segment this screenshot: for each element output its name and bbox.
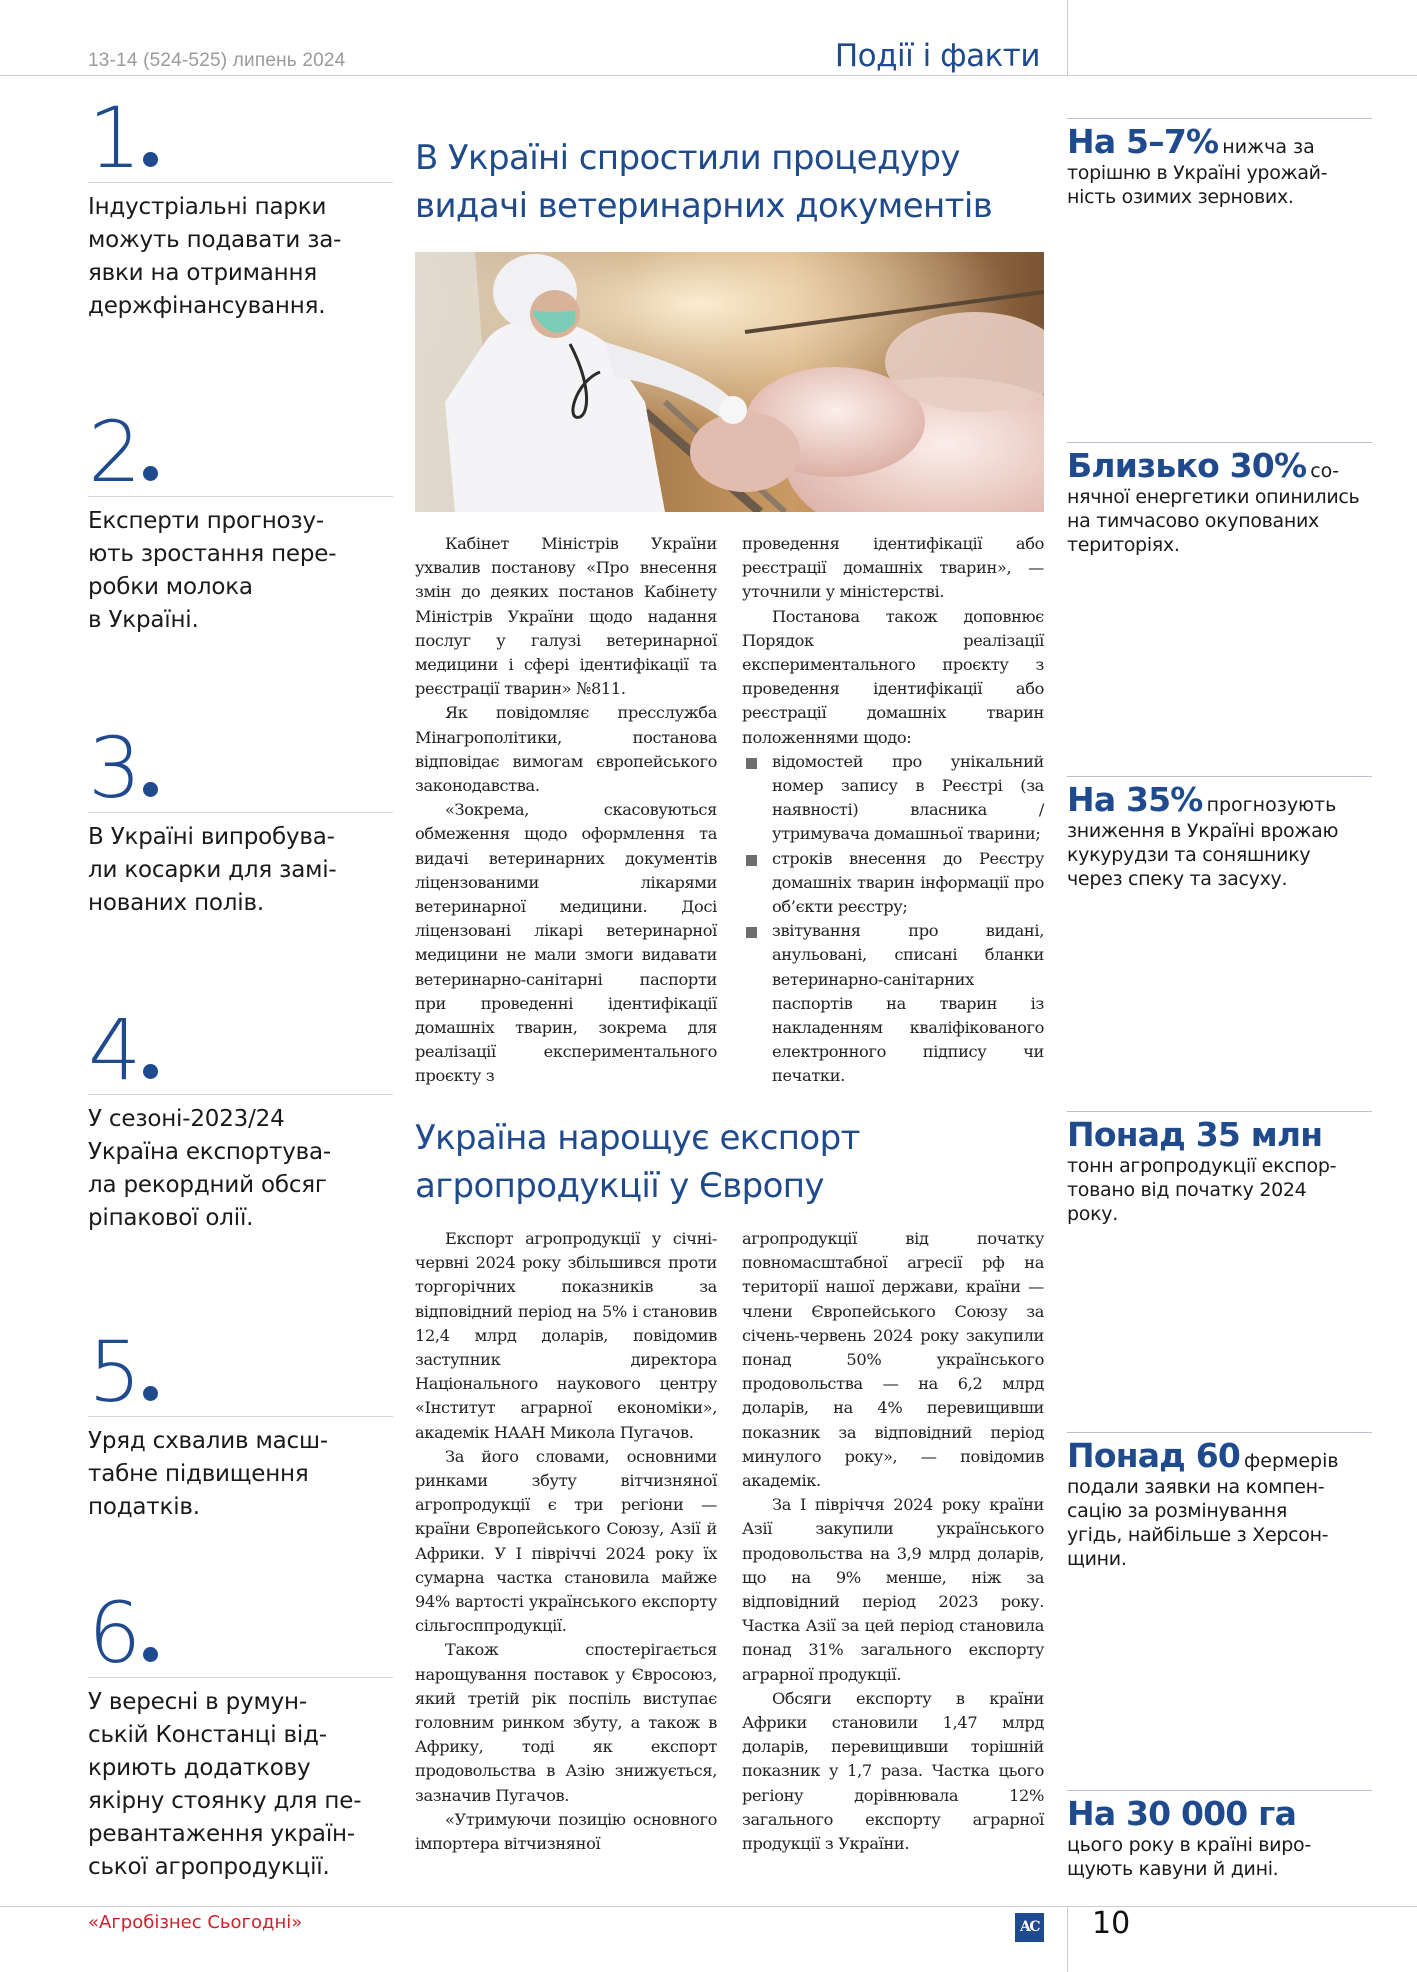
header-vertical-rule <box>1067 0 1068 75</box>
item-text: Експерти прогнозу- ють зростання пере- робки молока в Україні. <box>88 508 337 633</box>
publication-logo: AC <box>1015 1913 1044 1942</box>
footer-rule <box>0 1906 1417 1907</box>
section-title: Події і факти <box>834 38 1040 74</box>
fact-1: На 5–7% нижча за торішню в Україні урожай- ність озимих зернових. <box>1067 118 1372 209</box>
article-1-column-2: проведення ідентифікації або реєстрації домашніх тварин», — уточнили у міністерстві. Постанова також доповнює Порядок реалізації експериментального проєкту з проведення ідентифікації або реєстрації домашніх тварин положеннями щодо: відомостей про унікальний номер запису в Реєстрі (за наявності) власника / утримувача домашньої тварини; строків внесення до Реєстру домашніх тварин інформації про об’єкти реєстру; звітування про видані, анульовані, списані бланки ветеринарно-санітарних паспортів на тварин із накладенням кваліфікованого електронного підпису чи печатки. <box>742 532 1044 1089</box>
news-item-1 <box>88 89 393 323</box>
fact-text: цього року в країні виро- щують кавуни й дині. <box>1067 1834 1311 1880</box>
bullet-item: строків внесення до Реєстру домашніх тварин інформації про об’єкти реєстру; <box>742 847 1044 920</box>
item-text: У вересні в румун- ській Констанці від- криють додаткову якірну стоянку для пе- ревантаження україн- ської агропродукції. <box>88 1689 362 1880</box>
fact-text: подали заявки на компен- сацію за розмінування угідь, найбільше з Херсон- щини. <box>1067 1476 1329 1570</box>
item-text: В Україні випробува- ли косарки для замі- нованих полів. <box>88 824 337 916</box>
article-2-column-1: Експорт агропродукції у січні-червні 2024 року збільшився проти торгорічних показників за відповідний період на 5% і становив 12,4 млрд доларів, повідомив заступник директора Національного наукового центру «Інститут аграрної економіки», академік НААН Микола Пугачов. За його словами, основними ринками збуту вітчизняної агропродукції є три регіони — країни Європейського Союзу, Азії й Африки. У І півріччі 2024 року їх сумарна частка становила майже 94% вартості українського експорту сільгосппродукції. Також спостерігається нарощування поставок у Євросоюз, який третій рік поспіль виступає головним ринком збуту, а також в Африку, тоді як експорт продовольства в Азію знижується, зазначив Пугачов. «Утримуючи позицію основного імпортера вітчизняної <box>415 1229 717 1854</box>
item-number: 1 <box>88 96 393 182</box>
article-1-column-1: Кабінет Міністрів України ухвалив постанову «Про внесення змін до деяких постанов Кабінету Міністрів України щодо надання послуг у галузі ветеринарної медицини і сфері ідентифікації та реєстрації тварин» №811. Як повідомляє пресслужба Мінагрополітики, постанова відповідає вимогам європейського законодавства. «Зокрема, скасовуються обмеження щодо оформлення та видачі ветеринарних документів ліцензованими лікарями ветеринарної медицини. Досі ліцензовані лікарі ветеринарної медицини не мали змоги видавати ветеринарно-санітарні паспорти при проведенні ідентифікації домашніх тварин, зокрема для реалізації експериментального проєкту з <box>415 534 717 1086</box>
item-text: У сезоні-2023/24 Україна експортува- ла рекордний обсяг ріпакової олії. <box>88 1106 331 1231</box>
item-number: 6 <box>88 1591 393 1677</box>
article-1-photo <box>415 252 1044 512</box>
article-2-column-2: агропродукції від початку повномасштабної агресії рф на території нашої держави, країни — члени Європейського Союзу за січень-червень 2024 року закупили понад 50% українського продовольства — на 6,2 млрд доларів, на 4% перевищивши показник за відповідний період минулого року», — повідомив академік. За І півріччя 2024 року країни Азії закупили українського продовольства на 3,9 млрд доларів, що на 9% менше, ніж за відповідний період 2023 року. Частка Азії за цей період становила понад 31% загального експорту аграрної продукції. Обсяги експорту в країни Африки становили 1,47 млрд доларів, перевищивши торішній показник у 1,7 раза. Частка цього регіону дорівнювала 12% загального експорту аграрної продукції з України. <box>742 1229 1044 1854</box>
fact-text: зниження в Україні врожаю кукурудзи та соняшнику через спеку та засуху. <box>1067 820 1339 890</box>
article-2-title: Україна нарощує експорт агропродукції у Європу <box>415 1118 860 1206</box>
fact-highlight: Близько 30% <box>1067 446 1307 485</box>
issue-info: 13-14 (524-525) липень 2024 <box>88 50 346 71</box>
fact-highlight: На 35% <box>1067 780 1203 819</box>
fact-4 <box>1067 1111 1372 1226</box>
fact-5: Понад 60 фермерів подали заявки на компен- сацію за розмінування угідь, найбільше з Херсон- щини. <box>1067 1432 1372 1571</box>
item-number: 3 <box>88 726 393 812</box>
news-item-4 <box>88 1001 393 1235</box>
fact-highlight: Понад 35 млн <box>1067 1115 1323 1154</box>
news-item-6 <box>88 1584 393 1884</box>
article-1-title: В Україні спростили процедуру видачі ветеринарних документів <box>415 138 993 226</box>
article-1-bullet-list <box>742 750 1044 1089</box>
item-text: Уряд схвалив масш- табне підвищення податків. <box>88 1428 328 1520</box>
news-item-3 <box>88 719 393 920</box>
item-number: 2 <box>88 410 393 496</box>
news-item-2 <box>88 403 393 637</box>
fact-6 <box>1067 1790 1372 1881</box>
fact-highlight: На 5–7% <box>1067 122 1219 161</box>
item-number: 4 <box>88 1008 393 1094</box>
publication-name: «Агробізнес Сьогодні» <box>88 1912 303 1933</box>
fact-text: нячної енергетики опинились на тимчасово окупованих територіях. <box>1067 486 1360 556</box>
footer-vertical-rule <box>1067 1906 1068 1972</box>
fact-highlight: На 30 000 га <box>1067 1794 1297 1833</box>
item-text: Індустріальні парки можуть подавати за- явки на отримання держфінансування. <box>88 194 342 319</box>
fact-text: тонн агропродукції експор- товано від початку 2024 року. <box>1067 1155 1337 1225</box>
bullet-item: відомостей про унікальний номер запису в Реєстрі (за наявності) власника / утримувача домашньої тварини; <box>742 750 1044 847</box>
item-number: 5 <box>88 1330 393 1416</box>
news-item-5 <box>88 1323 393 1524</box>
fact-highlight: Понад 60 <box>1067 1436 1241 1475</box>
bullet-item: звітування про видані, анульовані, списані бланки ветеринарно-санітарних паспортів на тварин із накладенням кваліфікованого електронного підпису чи печатки. <box>742 919 1044 1088</box>
header-rule <box>0 75 1417 76</box>
fact-3: На 35% прогнозують зниження в Україні врожаю кукурудзи та соняшнику через спеку та засуху. <box>1067 776 1372 891</box>
fact-2: Близько 30% со- нячної енергетики опинились на тимчасово окупованих територіях. <box>1067 442 1372 557</box>
page-number: 10 <box>1092 1906 1131 1941</box>
fact-text: торішню в Україні урожай- ність озимих зернових. <box>1067 162 1328 208</box>
